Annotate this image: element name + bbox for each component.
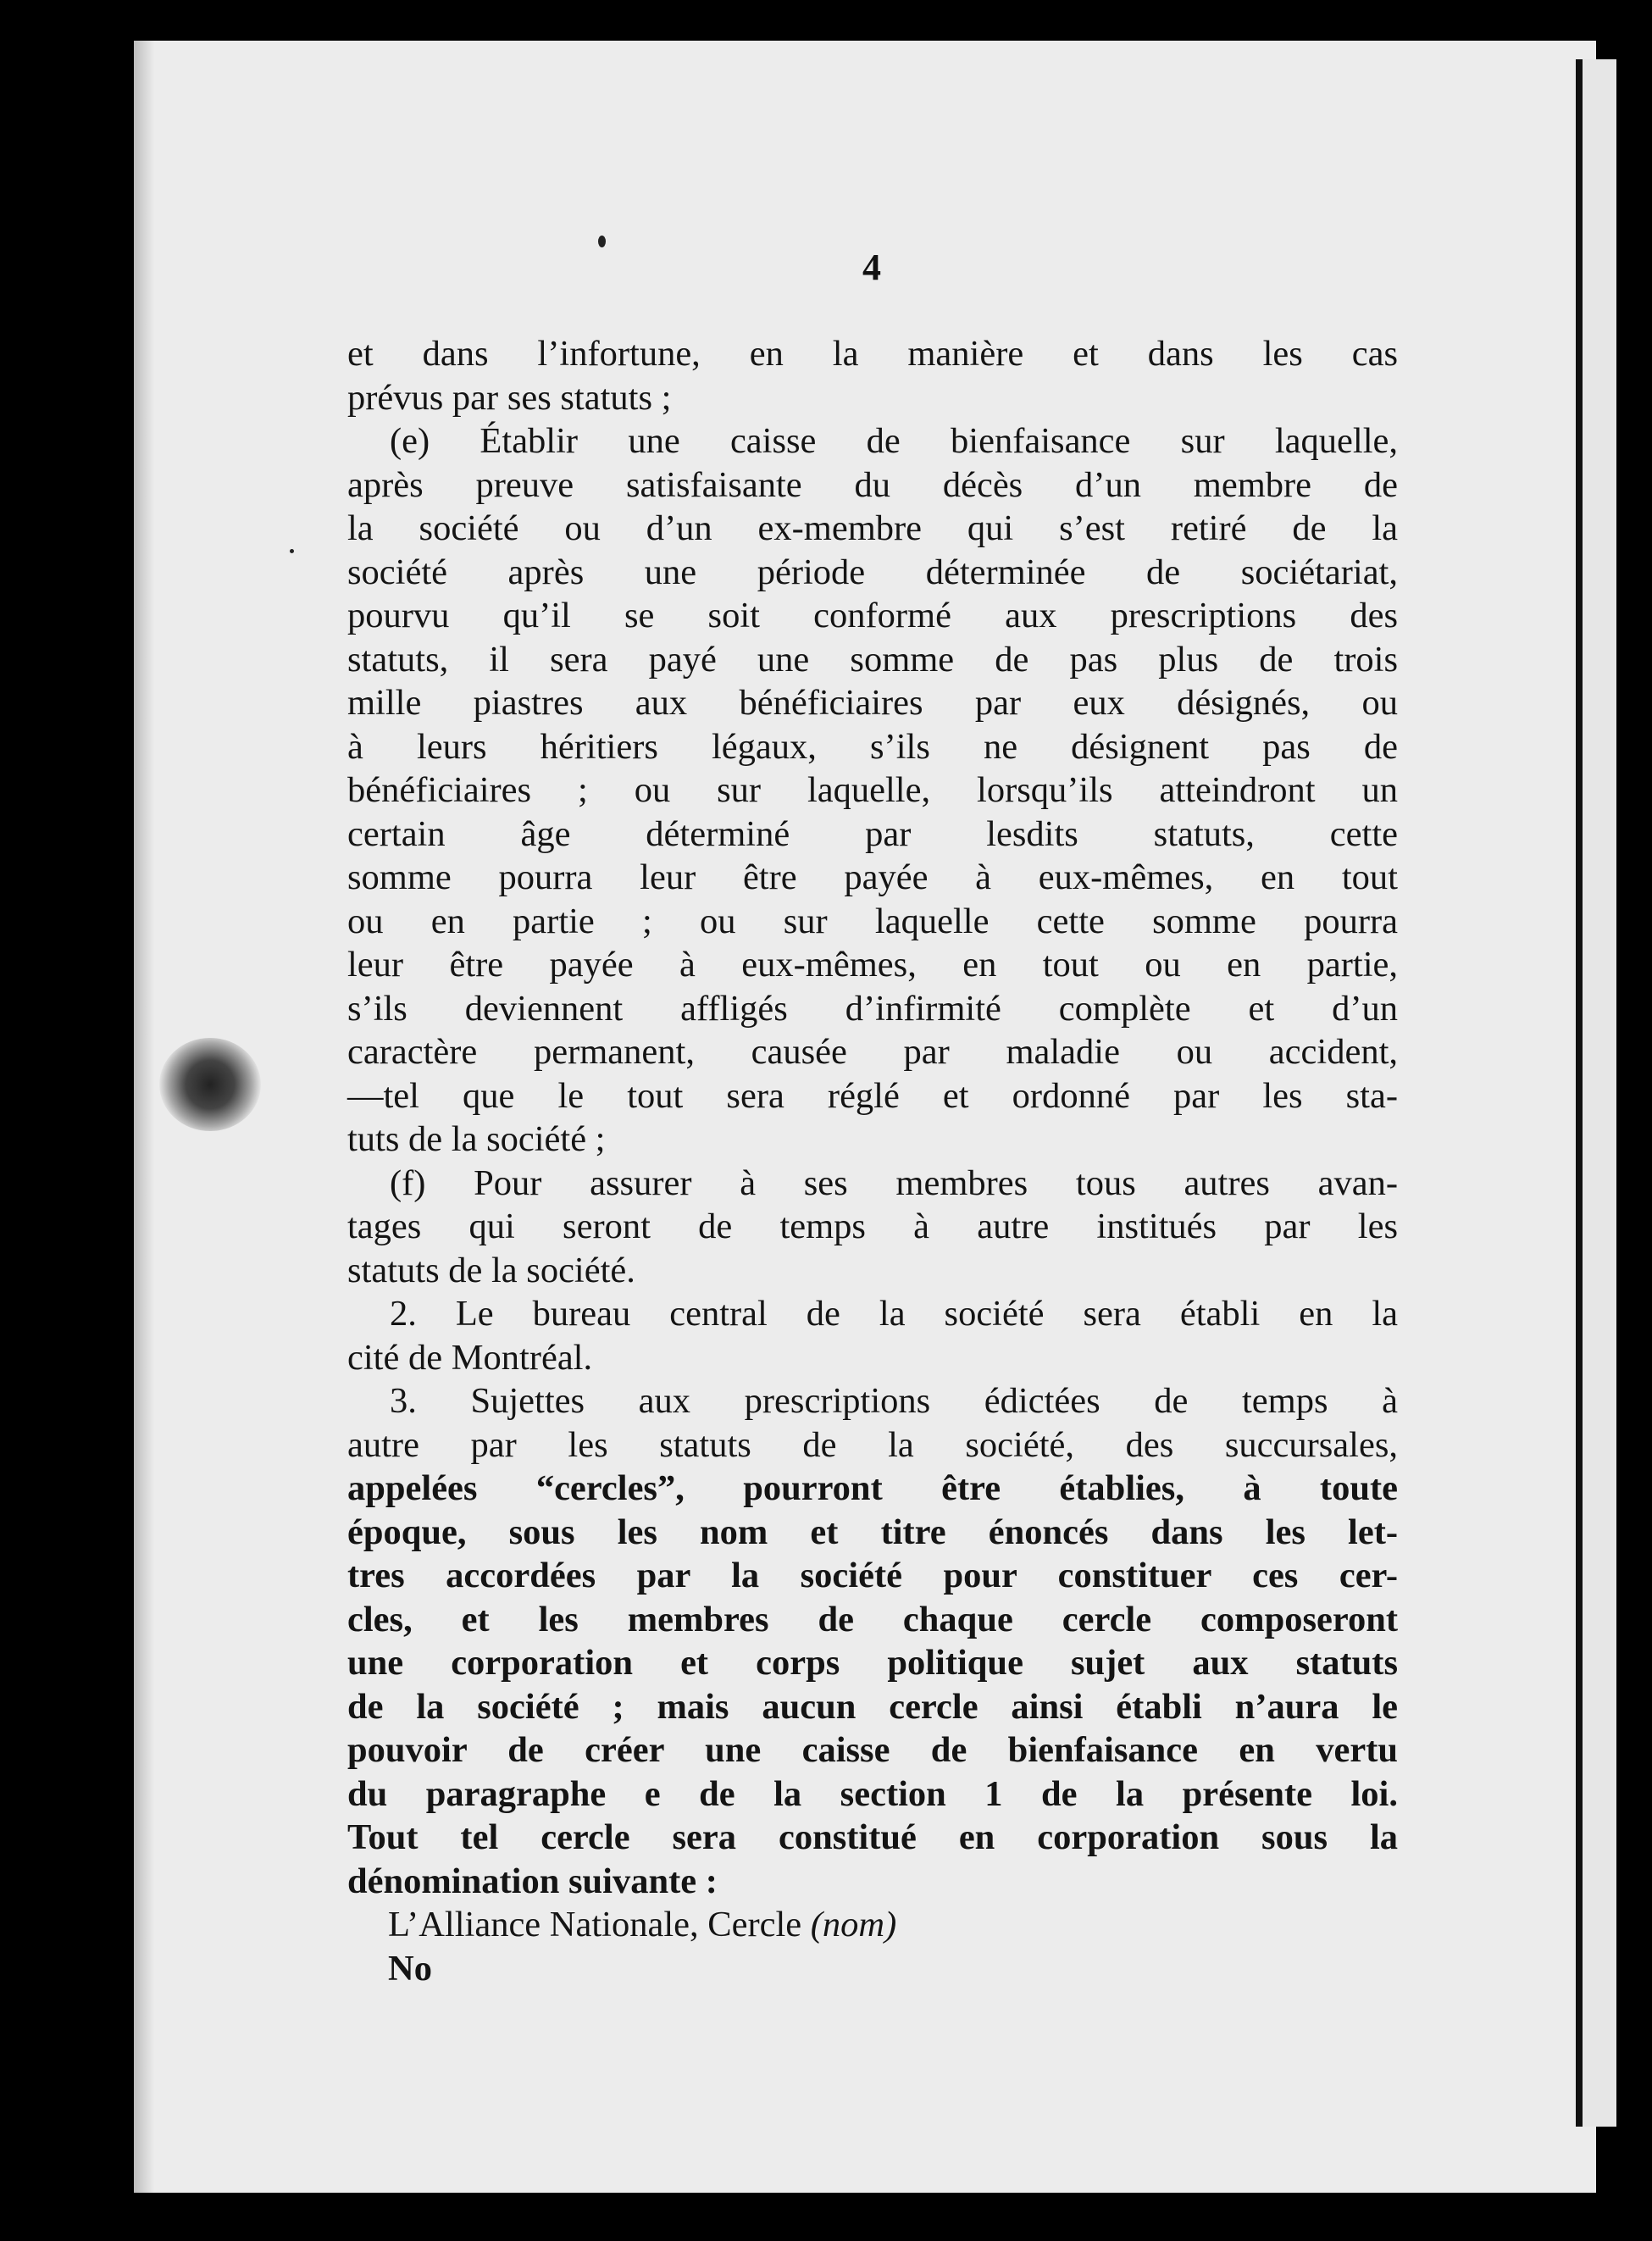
text-line: (f) Pour assurer à ses membres tous autres avan- [390, 1162, 1398, 1203]
text-line: tres accordées par la société pour constituer ces cer- [347, 1556, 1398, 1595]
text-line: somme pourra leur être payée à eux-mêmes, en tout [347, 857, 1398, 897]
text-line: —tel que le tout sera réglé et ordonné par les sta- [347, 1075, 1398, 1116]
text-line: statuts de la société. [347, 1250, 635, 1290]
text-line: (e) Établir une caisse de bienfaisance sur laquelle, [390, 421, 1398, 461]
number-label: No [388, 1948, 432, 1989]
text-line: s’ils deviennent affligés d’infirmité complète et d’un [347, 988, 1398, 1029]
text-line: autre par les statuts de la société, des succursales, [347, 1424, 1398, 1465]
text-line: prévus par ses statuts ; [347, 377, 672, 418]
corporate-name-text: L’Alliance Nationale, Cercle [388, 1905, 802, 1944]
text-line: bénéficiaires ; ou sur laquelle, lorsqu’ils atteindront un [347, 770, 1398, 810]
text-line: société après une période déterminée de sociétariat, [347, 552, 1398, 592]
text-line: la société ou d’un ex-membre qui s’est retiré de la [347, 508, 1398, 548]
ink-speck [290, 549, 294, 553]
corporate-name-placeholder: (nom) [810, 1905, 897, 1944]
text-line: leur être payée à eux-mêmes, en tout ou en partie, [347, 945, 1398, 985]
text-line: cité de Montréal. [347, 1337, 593, 1378]
corporate-name-line [347, 1903, 1398, 1947]
text-line: pourvu qu’il se soit conformé aux prescriptions des [347, 596, 1398, 635]
text-line: statuts, il sera payé une somme de pas plus de trois [347, 639, 1398, 680]
text-line: caractère permanent, causée par maladie ou accident, [347, 1032, 1398, 1072]
text-line: 3. Sujettes aux prescriptions édictées de temps à [390, 1381, 1398, 1421]
text-line: du paragraphe e de la section 1 de la présente loi. [347, 1773, 1398, 1814]
text-line: cles, et les membres de chaque cercle composeront [347, 1599, 1398, 1639]
page-number: 4 [862, 247, 881, 288]
text-line: à leurs héritiers légaux, s’ils ne désignent pas de [347, 726, 1398, 767]
text-line: mille piastres aux bénéficiaires par eux désignés, ou [347, 683, 1398, 723]
text-line: de la société ; mais aucun cercle ainsi établi n’aura le [347, 1686, 1398, 1727]
text-line: après preuve satisfaisante du décès d’un membre de [347, 464, 1398, 505]
text-line: une corporation et corps politique sujet aux statuts [347, 1643, 1398, 1683]
text-line: pouvoir de créer une caisse de bienfaisance en vertu [347, 1730, 1398, 1770]
text-line: tuts de la société ; [347, 1119, 606, 1159]
ink-blot [159, 1038, 261, 1131]
text-line: et dans l’infortune, en la manière et dans les cas [347, 334, 1398, 374]
text-line: 2. Le bureau central de la société sera établi en la [390, 1294, 1398, 1334]
ink-speck [598, 236, 606, 247]
text-line: Tout tel cercle sera constitué en corporation sous la [347, 1817, 1398, 1857]
text-line: certain âge déterminé par lesdits statuts, cette [347, 813, 1398, 854]
page-gutter-shadow [134, 41, 154, 2193]
text-line: époque, sous les nom et titre énoncés dans les let- [347, 1512, 1398, 1552]
text-line: tages qui seront de temps à autre institués par les [347, 1206, 1398, 1246]
text-line: appelées “cercles”, pourront être établies, à toute [347, 1468, 1398, 1508]
facing-page-edge [1576, 59, 1616, 2127]
text-line: dénomination suivante : [347, 1861, 718, 1901]
body-text [347, 332, 1398, 1990]
text-line: ou en partie ; ou sur laquelle cette somme pourra [347, 901, 1398, 941]
